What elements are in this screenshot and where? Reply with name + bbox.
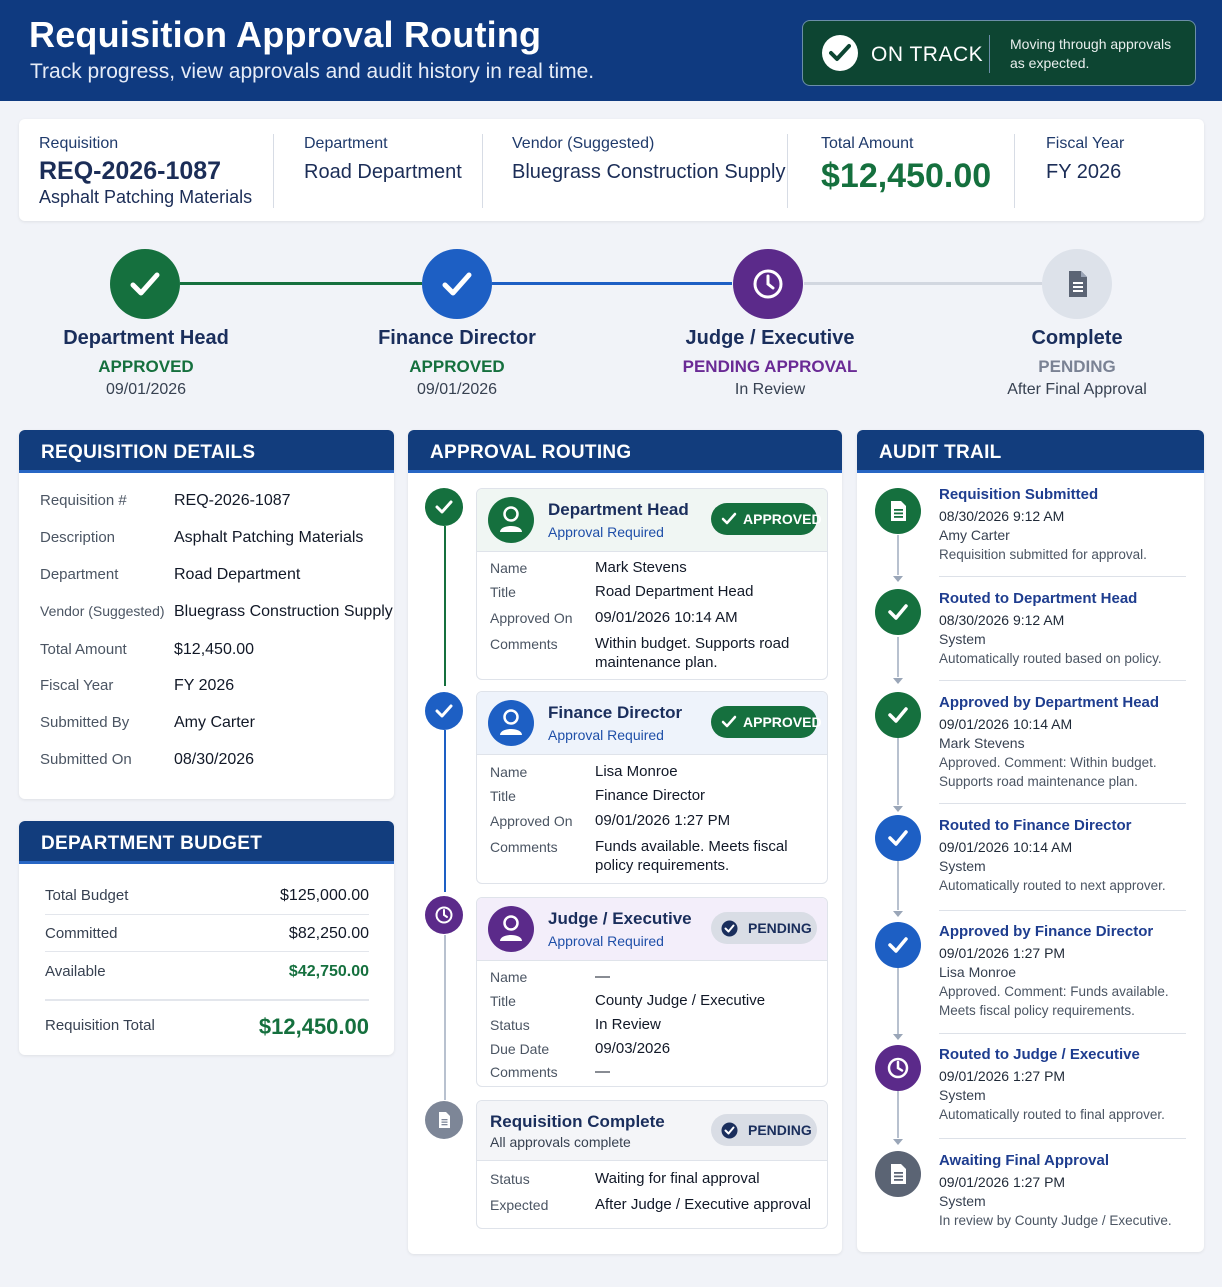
audit-entry	[939, 589, 1189, 668]
field-value: After Judge / Executive approval	[595, 1196, 811, 1213]
requisition-description: Asphalt Patching Materials	[39, 187, 253, 207]
check-icon	[425, 488, 463, 526]
budget-value: $82,250.00	[288, 925, 369, 942]
audit-date: 08/30/2026 9:12 AM	[939, 612, 1065, 628]
requisition-details-panel	[19, 430, 394, 799]
divider	[787, 134, 788, 208]
audit-date: 09/01/2026 1:27 PM	[939, 1068, 1066, 1084]
audit-title: Routed to Department Head	[939, 590, 1138, 607]
budget-value: $125,000.00	[280, 887, 369, 904]
audit-date: 09/01/2026 1:27 PM	[939, 1174, 1066, 1190]
detail-label: Total Amount	[40, 641, 127, 658]
field-label: Name	[490, 969, 528, 985]
card-header	[477, 489, 827, 552]
vendor-label: Vendor (Suggested)	[512, 135, 655, 152]
detail-value: Bluegrass Construction Supply	[174, 603, 393, 620]
panel-title: APPROVAL ROUTING	[430, 442, 632, 463]
routing-card-requisition-complete	[476, 1100, 828, 1229]
field-value: —	[595, 1063, 610, 1080]
divider	[939, 1033, 1186, 1034]
document-icon	[875, 1151, 921, 1197]
field-value: 09/03/2026	[595, 1040, 671, 1057]
panel-header	[408, 430, 842, 473]
step-title: Finance Director	[378, 327, 536, 349]
divider	[939, 1138, 1186, 1139]
check-circle-icon	[822, 35, 858, 71]
timeline-connector	[897, 738, 899, 805]
audit-title: Routed to Judge / Executive	[939, 1046, 1140, 1063]
timeline-arrow	[893, 678, 903, 684]
detail-value: Asphalt Patching Materials	[174, 529, 364, 546]
budget-available-value: $42,750.00	[288, 963, 369, 980]
timeline-arrow	[893, 806, 903, 812]
check-icon	[875, 692, 921, 738]
detail-value: Road Department	[174, 566, 301, 583]
requisition-label: Requisition	[39, 135, 119, 152]
field-value: Lisa Monroe	[595, 763, 678, 780]
field-label: Title	[490, 788, 516, 804]
approver-role: Department Head	[548, 500, 689, 519]
step-connector	[492, 282, 732, 285]
approval-requirement: Approval Required	[548, 727, 664, 743]
field-value: County Judge / Executive	[595, 992, 766, 1009]
detail-label: Description	[40, 529, 116, 546]
routing-card-judge-executive	[476, 897, 828, 1087]
requisition-id: REQ-2026-1087	[39, 157, 222, 185]
step-check-icon	[110, 249, 180, 319]
divider	[482, 134, 483, 208]
step-date: 09/01/2026	[416, 381, 498, 398]
divider	[273, 134, 274, 208]
audit-user: Amy Carter	[939, 527, 1010, 543]
panel-header	[19, 821, 394, 864]
panel-title: AUDIT TRAIL	[879, 442, 1002, 463]
step-title: Department Head	[63, 327, 229, 349]
check-icon	[721, 714, 737, 730]
badge-label: APPROVED	[743, 511, 822, 527]
timeline-connector	[897, 1091, 899, 1138]
field-label: Status	[490, 1017, 530, 1033]
vendor-value: Bluegrass Construction Supply	[512, 161, 786, 183]
divider	[939, 576, 1186, 577]
card-header	[477, 898, 827, 961]
detail-value: Amy Carter	[174, 714, 255, 731]
field-value: policy requirements.	[595, 857, 730, 874]
field-label: Name	[490, 560, 528, 576]
routing-connector	[444, 935, 446, 1100]
check-icon	[875, 922, 921, 968]
audit-entry	[939, 693, 1189, 791]
status-badge	[711, 503, 822, 535]
audit-entry	[939, 1151, 1189, 1230]
timeline-connector	[897, 861, 899, 910]
step-clock-icon	[733, 249, 803, 319]
approval-requirement: Approval Required	[548, 524, 664, 540]
field-label: Due Date	[490, 1041, 550, 1057]
audit-note: Automatically routed to final approver.	[939, 1107, 1165, 1122]
audit-trail-panel	[857, 430, 1204, 1252]
timeline-arrow	[893, 911, 903, 917]
field-label: Comments	[490, 636, 558, 652]
field-value: Finance Director	[595, 787, 706, 804]
field-label: Approved On	[490, 813, 573, 829]
detail-value: FY 2026	[174, 677, 235, 694]
budget-label: Requisition Total	[45, 1017, 155, 1034]
approval-requirement: Approval Required	[548, 933, 664, 949]
document-icon	[875, 488, 921, 534]
routing-card-department-head	[476, 488, 828, 680]
field-value: Funds available. Meets fiscal	[595, 838, 788, 855]
audit-date: 09/01/2026 10:14 AM	[939, 716, 1073, 732]
divider	[45, 999, 369, 1001]
card-header	[477, 692, 827, 755]
step-description: All approvals complete	[490, 1134, 631, 1150]
page-header	[0, 0, 1222, 101]
panel-title: REQUISITION DETAILS	[41, 442, 256, 463]
audit-date: 09/01/2026 1:27 PM	[939, 945, 1066, 961]
panel-title: DEPARTMENT BUDGET	[41, 833, 263, 854]
field-label: Title	[490, 584, 516, 600]
audit-note: Supports road maintenance plan.	[939, 774, 1138, 789]
field-label: Title	[490, 993, 516, 1009]
divider	[939, 910, 1186, 911]
audit-entry	[939, 816, 1189, 895]
step-title: Complete	[1031, 327, 1123, 349]
amount-value: $12,450.00	[821, 157, 992, 195]
field-label: Status	[490, 1171, 530, 1187]
budget-label: Total Budget	[45, 887, 129, 904]
divider	[939, 680, 1186, 681]
step-document-icon	[1042, 249, 1112, 319]
status-label: ON TRACK	[871, 43, 984, 66]
badge-label: PENDING	[748, 1122, 812, 1138]
field-value: Waiting for final approval	[595, 1170, 760, 1187]
department-budget-panel	[19, 821, 394, 1055]
audit-date: 09/01/2026 10:14 AM	[939, 839, 1073, 855]
field-value: 09/01/2026 10:14 AM	[595, 609, 738, 626]
field-value: Within budget. Supports road	[595, 635, 790, 652]
divider	[989, 35, 990, 73]
timeline-arrow	[893, 1139, 903, 1145]
timeline-arrow	[893, 1034, 903, 1040]
status-badge	[711, 912, 817, 944]
audit-user: System	[939, 1087, 986, 1103]
detail-value: $12,450.00	[174, 641, 255, 658]
page-subtitle: Track progress, view approvals and audit history in real time.	[30, 60, 595, 83]
status-badge	[711, 1114, 817, 1146]
step-title: Judge / Executive	[685, 327, 855, 349]
audit-note: Meets fiscal policy requirements.	[939, 1003, 1135, 1018]
audit-user: System	[939, 858, 986, 874]
audit-note: Approved. Comment: Funds available.	[939, 984, 1169, 999]
summary-card	[19, 119, 1204, 221]
panel-header	[857, 430, 1204, 473]
requisition-total-value: $12,450.00	[258, 1014, 369, 1039]
audit-user: Mark Stevens	[939, 735, 1025, 751]
audit-entry	[939, 922, 1189, 1020]
status-banner	[802, 20, 1196, 86]
user-icon	[488, 700, 534, 746]
detail-value: REQ-2026-1087	[174, 492, 291, 509]
detail-label: Vendor (Suggested)	[40, 603, 165, 619]
card-header	[477, 1101, 827, 1161]
divider	[45, 914, 369, 915]
step-status: PENDING APPROVAL	[682, 357, 858, 376]
field-value: —	[595, 968, 610, 985]
status-description: Moving through approvals as expected.	[1010, 36, 1172, 71]
audit-user: System	[939, 1193, 986, 1209]
audit-note: Approved. Comment: Within budget.	[939, 755, 1157, 770]
step-detail: After Final Approval	[1007, 381, 1147, 398]
field-value: Mark Stevens	[595, 559, 687, 576]
fiscal-year-label: Fiscal Year	[1046, 135, 1125, 152]
routing-card-finance-director	[476, 691, 828, 884]
field-value: maintenance plan.	[595, 654, 718, 671]
audit-note: Automatically routed to next approver.	[939, 878, 1166, 893]
audit-title: Requisition Submitted	[939, 486, 1099, 503]
page-title: Requisition Approval Routing	[29, 14, 542, 55]
step-name: Requisition Complete	[490, 1112, 665, 1131]
fiscal-year-value: FY 2026	[1046, 161, 1122, 183]
budget-label: Committed	[45, 925, 118, 942]
audit-user: Lisa Monroe	[939, 964, 1017, 980]
field-value: 09/01/2026 1:27 PM	[595, 812, 731, 829]
step-check-icon	[422, 249, 492, 319]
audit-title: Awaiting Final Approval	[939, 1152, 1110, 1169]
badge-label: APPROVED	[743, 714, 822, 730]
check-icon	[875, 589, 921, 635]
check-icon	[425, 692, 463, 730]
field-label: Comments	[490, 1064, 558, 1080]
check-icon	[875, 815, 921, 861]
audit-note: Automatically routed based on policy.	[939, 651, 1162, 666]
divider	[45, 951, 369, 952]
approval-routing-panel	[408, 430, 842, 1254]
step-status: PENDING	[1038, 357, 1116, 376]
check-circle-icon	[721, 1122, 738, 1139]
panel-header	[19, 430, 394, 473]
detail-value: 08/30/2026	[174, 751, 255, 768]
timeline-arrow	[893, 576, 903, 582]
audit-date: 08/30/2026 9:12 AM	[939, 508, 1065, 524]
clock-icon	[425, 896, 463, 934]
clock-icon	[875, 1045, 921, 1091]
approver-role: Finance Director	[548, 703, 683, 722]
user-icon	[488, 906, 534, 952]
timeline-connector	[897, 637, 899, 677]
budget-label: Available	[45, 963, 106, 980]
field-label: Expected	[490, 1197, 549, 1213]
step-detail: In Review	[734, 381, 806, 398]
step-connector	[804, 282, 1042, 285]
approver-role: Judge / Executive	[548, 909, 692, 928]
audit-title: Approved by Finance Director	[939, 923, 1154, 940]
audit-title: Routed to Finance Director	[939, 817, 1132, 834]
audit-note: In review by County Judge / Executive.	[939, 1213, 1172, 1228]
check-circle-icon	[721, 920, 738, 937]
step-status: APPROVED	[409, 357, 505, 376]
detail-label: Submitted By	[40, 714, 130, 731]
routing-connector	[444, 730, 446, 892]
detail-label: Department	[40, 566, 119, 583]
field-label: Name	[490, 764, 528, 780]
audit-entry	[939, 485, 1189, 564]
timeline-connector	[897, 535, 899, 575]
field-label: Comments	[490, 839, 558, 855]
badge-label: PENDING	[748, 920, 812, 936]
department-value: Road Department	[304, 161, 462, 183]
step-connector	[180, 282, 422, 285]
timeline-connector	[897, 968, 899, 1034]
detail-label: Requisition #	[40, 492, 127, 509]
user-icon	[488, 497, 534, 543]
field-value: Road Department Head	[595, 583, 754, 600]
department-label: Department	[304, 135, 388, 152]
divider	[1014, 134, 1015, 208]
amount-label: Total Amount	[821, 135, 914, 152]
audit-title: Approved by Department Head	[939, 694, 1160, 711]
routing-connector	[444, 526, 446, 686]
divider	[939, 803, 1186, 804]
document-icon	[425, 1101, 463, 1139]
step-status: APPROVED	[98, 357, 194, 376]
audit-note: Requisition submitted for approval.	[939, 547, 1147, 562]
audit-entry	[939, 1045, 1189, 1124]
check-icon	[721, 511, 737, 527]
field-value: In Review	[595, 1016, 661, 1033]
audit-user: System	[939, 631, 986, 647]
field-label: Approved On	[490, 610, 573, 626]
step-date: 09/01/2026	[105, 381, 187, 398]
status-badge	[711, 706, 822, 738]
detail-label: Fiscal Year	[40, 677, 114, 694]
detail-label: Submitted On	[40, 751, 132, 768]
